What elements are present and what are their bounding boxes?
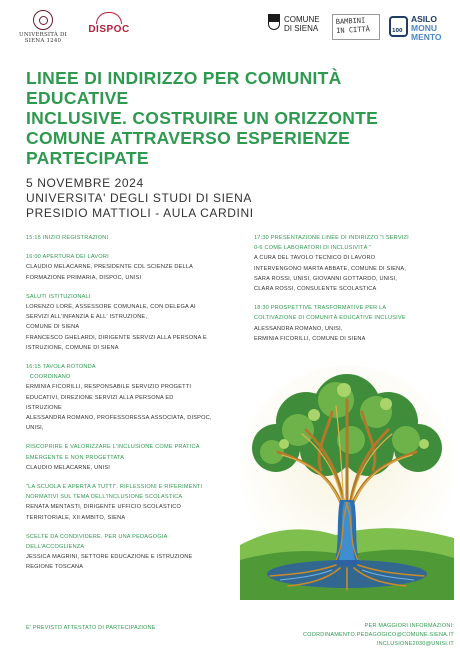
asilo-logo — [389, 14, 453, 42]
program-heading: 16:15 TAVOLA ROTONDA — [26, 364, 96, 371]
spacer — [26, 523, 251, 532]
program-text: SERVIZI ALL'INFANZIA E ALL' ISTRUZIONE, — [26, 314, 148, 321]
spacer — [26, 243, 251, 252]
program-text: A CURA DEL TAVOLO TECNICO DI LAVORO — [254, 255, 376, 262]
program-heading: 0-6 COME LABORATORI DI INCLUSIVITÀ " — [254, 245, 372, 252]
program-text: LORENZO LORÈ, ASSESSORE COMUNALE, CON DELEGA AI — [26, 304, 196, 311]
title-line: INCLUSIVE. COSTRUIRE UN ORIZZONTE — [26, 108, 379, 128]
spacer — [26, 433, 251, 442]
program-text: EDUCATIVI, DIREZIONE SERVIZI ALLA PERSONA ED — [26, 394, 174, 401]
program-text: ISTRUZIONE — [26, 404, 62, 411]
email-link[interactable]: COORDINAMENTO.PEDAGOGICO@COMUNE.SIENA.IT — [303, 632, 454, 638]
program-text: FORMAZIONE PRIMARIA, DISPOC, UNISI — [26, 274, 142, 281]
program-heading: 18:30 PROSPETTIVE TRASFORMATIVE PER LA — [254, 305, 387, 312]
program-heading: 15:15 INIZIO REGISTRAZIONI — [26, 235, 109, 241]
program-text: TERRITORIALE, XII AMBITO, SIENA — [26, 514, 126, 521]
program-text: REGIONE TOSCANA — [26, 564, 84, 571]
dispoc-logo — [85, 12, 133, 35]
program-heading: EMERGENTE E NON PROGETTATA — [26, 454, 125, 461]
program-text: INTERVENGONO MARTA ABBATE, COMUNE DI SIENA, — [254, 265, 407, 272]
program-text: JESSICA MAGRINI, SETTORE EDUCAZIONE E ISTRUZIONE — [26, 554, 193, 561]
program-text: FRANCESCO GHELARDI, DIRIGENTE SERVIZI ALLA PERSONA E — [26, 334, 207, 341]
spacer — [254, 294, 450, 303]
bambini-logo-icon — [332, 14, 380, 40]
program-text: ERMINIA FICORILLI, RESPONSABILE SERVIZIO PROGETTI — [26, 384, 192, 391]
title-line: LINEE DI INDIRIZZO PER COMUNITÀ EDUCATIVE — [26, 68, 342, 108]
program-heading: "LA SCUOLA E APERTA A TUTTI". RIFLESSIONI E RIFERIMENTI — [26, 484, 203, 491]
program-heading: COLTIVAZIONE DI COMUNITÀ EDUCATIVE INCLUSIVE — [254, 315, 406, 322]
program-left-column — [26, 233, 251, 573]
title-line: PARTECIPATE — [26, 148, 149, 168]
program-text: CLAUDIO MELACARNE, UNISI — [26, 464, 111, 471]
program-text: SARA ROSSI, UNISI, GIOVANNI GOTTARDO, UNISI, — [254, 275, 398, 282]
event-title — [26, 68, 446, 168]
info-label: PER MAGGIORI INFORMAZIONI: — [364, 623, 454, 629]
program-heading: DELL'ACCOGLIENZA — [26, 544, 85, 551]
comune-shield-icon — [268, 14, 280, 30]
logo-bar — [0, 8, 460, 56]
program-text: ERMINIA FICORILLI, COMUNE DI SIENA — [254, 335, 366, 342]
program-heading: SALUTI ISTITUZIONALI — [26, 293, 91, 300]
contact-info — [250, 622, 454, 649]
program-text: ALESSANDRA ROMANO, PROFESSORESSA ASSOCIATA, DISPOC, — [26, 415, 212, 422]
event-details — [26, 176, 346, 221]
event-university: UNIVERSITA' DEGLI STUDI DI SIENA — [26, 191, 252, 205]
program-heading: NORMATIVI SUL TEMA DELL'INCLUSIONE SCOLASTICA — [26, 494, 183, 501]
program-heading: RISCOPRIRE E VALORIZZARE L'INCLUSIONE COME PRATICA — [26, 444, 200, 451]
dispoc-logo-text: DISPOC — [88, 24, 130, 35]
program-text: CLAUDIO MELACARNE, PRESIDENTE CDL SCIENZE DELLA — [26, 264, 194, 271]
unisi-logo-text: UNIVERSITÀ DI SIENA 1240 — [19, 32, 67, 44]
email-link[interactable]: INCLUSIONE2030@UNISI.IT — [376, 641, 454, 647]
spacer — [26, 473, 251, 482]
comune-logo — [268, 14, 326, 42]
program-text: UNISI, — [26, 425, 44, 432]
program-text: RENATA MENTASTI, DIRIGENTE UFFICIO SCOLASTICO — [26, 504, 182, 511]
spacer — [26, 283, 251, 292]
spacer — [26, 353, 251, 362]
bambini-logo-text: BAMBINI IN CITTÀ — [335, 16, 371, 36]
asilo-logo-text: ASILO MONU MENTO — [411, 14, 442, 42]
title-line: COMUNE ATTRAVERSO ESPERIENZE — [26, 128, 351, 148]
program-right-column — [254, 233, 450, 344]
program-text: ISTRUZIONE, COMUNE DI SIENA — [26, 344, 119, 351]
tree-illustration — [236, 360, 458, 610]
program-text: ALESSANDRA ROMANO, UNISI, — [254, 325, 343, 332]
program-heading: 16:00 APERTURA DEI LAVORI — [26, 254, 109, 261]
asilo-badge-icon — [389, 16, 408, 37]
program-heading: COORDINANO — [30, 374, 71, 381]
program-heading: 17:30 PRESENTAZIONE LINEE DI INDIRIZZO "I SERVIZI — [254, 235, 409, 241]
comune-logo-text: COMUNE DI SIENA — [284, 15, 320, 33]
event-venue: PRESIDIO MATTIOLI - AULA CARDINI — [26, 206, 254, 220]
program-heading: SCELTE DA CONDIVIDERE. PER UNA PEDAGOGIA — [26, 533, 168, 540]
program-text: COMUNE DI SIENA — [26, 324, 80, 331]
unisi-seal-icon — [33, 10, 53, 30]
event-date: 5 NOVEMBRE 2024 — [26, 176, 144, 190]
program-text: CLARA ROSSI, CONSULENTE SCOLASTICA — [254, 286, 377, 293]
unisi-logo — [18, 10, 68, 44]
attestato-note: E' PREVISTO ATTESTATO DI PARTECIPAZIONE — [26, 625, 156, 631]
dispoc-logo-icon — [96, 12, 122, 24]
